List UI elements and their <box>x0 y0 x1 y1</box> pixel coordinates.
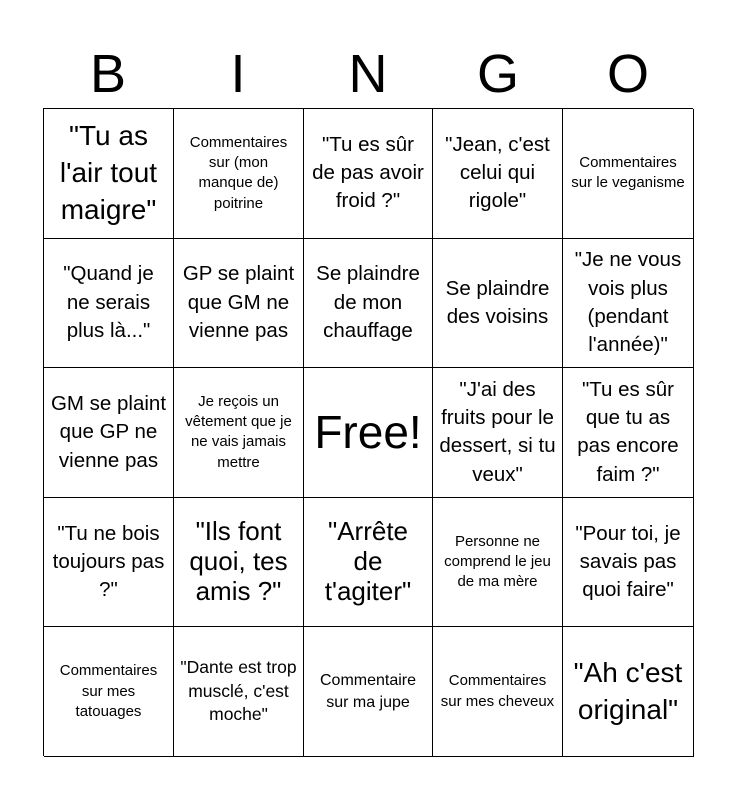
bingo-cell[interactable]: "Tu es sûr que tu as pas encore faim ?" <box>563 368 694 498</box>
header-letter-b: B <box>89 44 127 104</box>
bingo-cell[interactable]: Commentaire sur ma jupe <box>304 627 433 757</box>
bingo-cell[interactable]: "Jean, c'est celui qui rigole" <box>433 109 563 239</box>
bingo-cell[interactable]: "Quand je ne serais plus là..." <box>44 239 174 369</box>
bingo-cell[interactable]: Commentaires sur mes cheveux <box>433 627 563 757</box>
bingo-cell[interactable]: "Pour toi, je savais pas quoi faire" <box>563 498 694 628</box>
bingo-cell[interactable]: "Dante est trop musclé, c'est moche" <box>174 627 304 757</box>
bingo-cell[interactable]: "Ah c'est original" <box>563 627 694 757</box>
bingo-cell[interactable]: Commentaires sur (mon manque de) poitrine <box>174 109 304 239</box>
bingo-cell[interactable]: Se plaindre de mon chauffage <box>304 239 433 369</box>
bingo-header <box>43 40 693 108</box>
header-letter-g: G <box>476 44 519 104</box>
free-space-cell[interactable]: Free! <box>304 368 433 498</box>
bingo-cell[interactable]: Personne ne comprend le jeu de ma mère <box>433 498 563 628</box>
bingo-cell[interactable]: Commentaires sur le veganisme <box>563 109 694 239</box>
bingo-cell[interactable]: "Ils font quoi, tes amis ?" <box>174 498 304 628</box>
bingo-cell[interactable]: "J'ai des fruits pour le dessert, si tu veux" <box>433 368 563 498</box>
bingo-cell[interactable]: "Tu ne bois toujours pas ?" <box>44 498 174 628</box>
bingo-cell[interactable]: Je reçois un vêtement que je ne vais jamais mettre <box>174 368 304 498</box>
header-letter-n: N <box>348 44 388 104</box>
bingo-cell[interactable]: "Je ne vous vois plus (pendant l'année)" <box>563 239 694 369</box>
bingo-cell[interactable]: GP se plaint que GM ne vienne pas <box>174 239 304 369</box>
bingo-cell[interactable]: "Tu as l'air tout maigre" <box>44 109 174 239</box>
header-letter-o: O <box>606 44 649 104</box>
bingo-cell[interactable]: GM se plaint que GP ne vienne pas <box>44 368 174 498</box>
bingo-cell[interactable]: "Arrête de t'agiter" <box>304 498 433 628</box>
header-letter-i: I <box>230 44 246 104</box>
bingo-board <box>43 108 693 756</box>
bingo-cell[interactable]: "Tu es sûr de pas avoir froid ?" <box>304 109 433 239</box>
bingo-cell[interactable]: Commentaires sur mes tatouages <box>44 627 174 757</box>
bingo-cell[interactable]: Se plaindre des voisins <box>433 239 563 369</box>
